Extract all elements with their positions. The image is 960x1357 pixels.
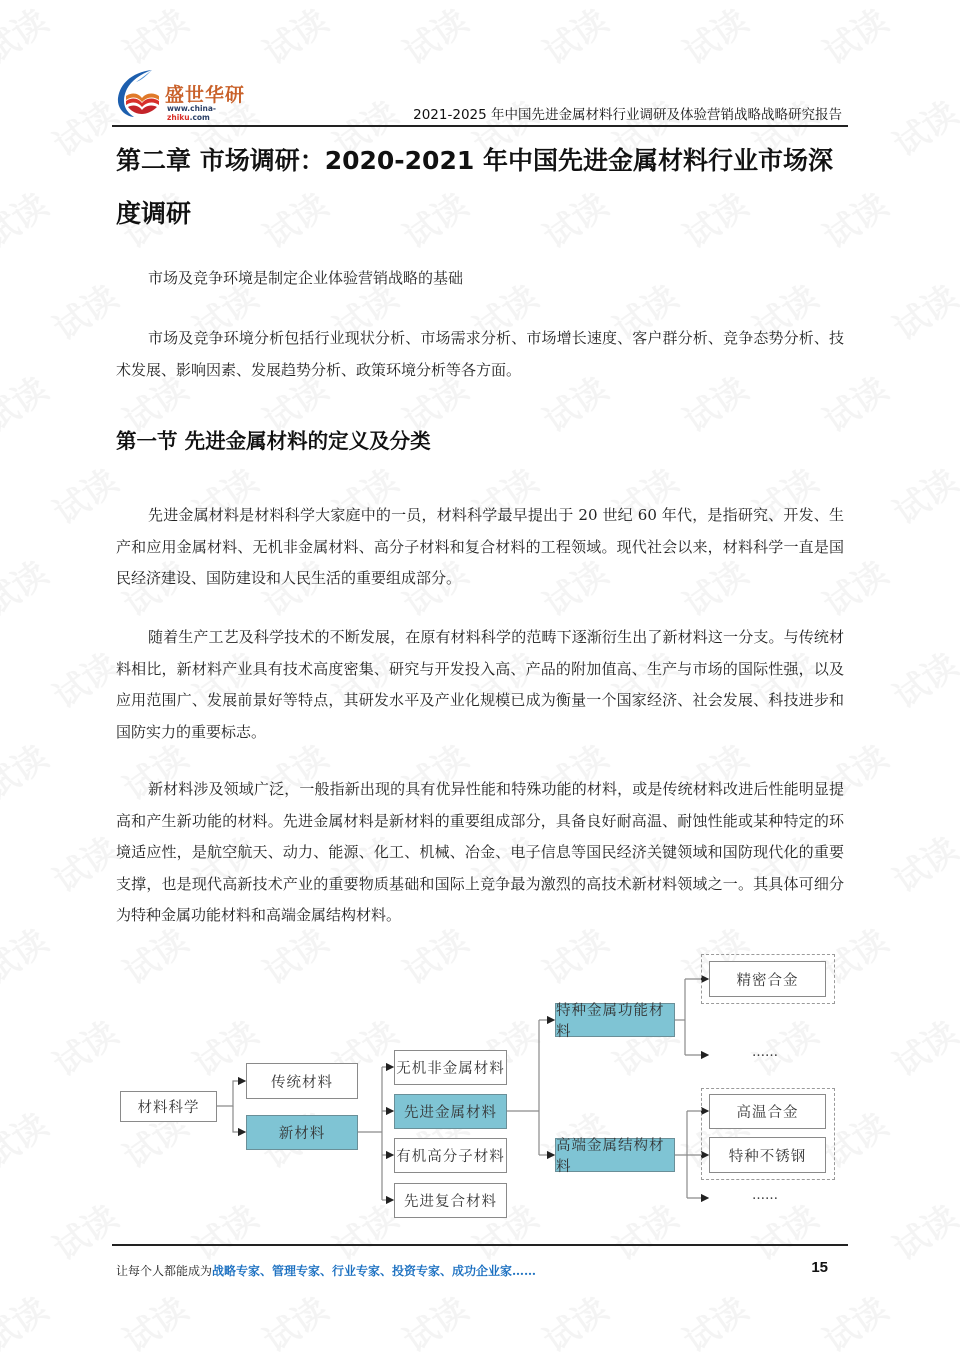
- intro-paragraph-2: 市场及竞争环境分析包括行业现状分析、市场需求分析、市场增长速度、客户群分析、竞争态势分析、技术发展、影响因素、发展趋势分析、政策环境分析等各方面。: [116, 329, 844, 379]
- chapter-title: 第二章 市场调研：2020-2021 年中国先进金属材料行业市场深度调研: [116, 146, 833, 228]
- diagram-node-organic-polymer: 有机高分子材料: [394, 1138, 507, 1173]
- diagram-node-superalloy: 高温合金: [709, 1094, 826, 1129]
- diagram-node-materials-science: 材料科学: [120, 1091, 217, 1122]
- diagram-node-structural-more: ……: [752, 1188, 778, 1203]
- section-paragraph-3: 新材料涉及领域广泛，一般指新出现的具有优异性能和特殊功能的材料，或是传统材料改进后性能明显提高和产生新功能的材料。先进金属材料是新材料的重要组成部分，具备良好耐高温、耐蚀性能或某种特定的环境适应性，是航空航天、动力、能源、化工、机械、冶金、电子信息等国民经济关键领域和国防现代化的重要支撑，也是现代高新技术产业的重要物质基础和国际上竞争最为激烈的高技术新材料领域之一。其具体可细分为特种金属功能材料和高端金属结构材料。: [116, 780, 844, 924]
- logo-url-prefix: www.china-: [167, 104, 217, 113]
- logo-url-highlight: zhiku: [167, 113, 190, 122]
- logo-name: 盛世华研: [165, 84, 246, 106]
- section-paragraph-1: 先进金属材料是材料科学大家庭中的一员，材料科学最早提出于 20 世纪 60 年代，是指研究、开发、生产和应用金属材料、无机非金属材料、高分子材料和复合材料的工程领域。现代社会以来，材料科学一直是国民经济建设、国防建设和人民生活的重要组成部分。: [116, 506, 844, 587]
- footer-divider: [112, 1244, 848, 1246]
- footer-slogan-prefix: 让每个人都能成为: [116, 1264, 213, 1278]
- diagram-node-special-functional-metal: 特种金属功能材料: [555, 1003, 675, 1037]
- diagram-node-high-end-structural-metal: 高端金属结构材料: [555, 1138, 675, 1172]
- section-paragraph-2: 随着生产工艺及科学技术的不断发展，在原有材料科学的范畴下逐渐衍生出了新材料这一分支。与传统材料相比，新材料产业具有技术高度密集、研究与开发投入高、产品的附加值高、生产与市场的国际性强，以及应用范围广、发展前景好等特点，其研发水平及产业化规模已成为衡量一个国家经济、社会发展、科技进步和国防实力的重要标志。: [116, 628, 844, 741]
- diagram-node-traditional-materials: 传统材料: [246, 1063, 358, 1099]
- intro-paragraph-1: 市场及竞争环境是制定企业体验营销战略的基础: [148, 269, 464, 287]
- report-title: 2021-2025 年中国先进金属材料行业调研及体验营销战略战略研究报告: [413, 107, 842, 123]
- section-title: 第一节 先进金属材料的定义及分类: [116, 429, 431, 453]
- footer-slogan-accent: 战略专家、管理专家、行业专家、投资专家、成功企业家……: [212, 1264, 537, 1278]
- footer-slogan: [116, 1262, 536, 1279]
- diagram-node-advanced-composite: 先进复合材料: [394, 1183, 507, 1218]
- diagram-node-functional-more: ……: [752, 1045, 778, 1060]
- diagram-node-new-materials: 新材料: [246, 1115, 358, 1150]
- logo-url-suffix: .com: [189, 113, 210, 122]
- diagram-node-inorganic-nonmetal: 无机非金属材料: [394, 1050, 507, 1085]
- diagram-node-advanced-metal: 先进金属材料: [394, 1094, 507, 1129]
- diagram-node-precision-alloy: 精密合金: [709, 961, 826, 997]
- diagram-node-special-stainless-steel: 特种不锈钢: [709, 1137, 826, 1173]
- page-number: 15: [811, 1259, 828, 1276]
